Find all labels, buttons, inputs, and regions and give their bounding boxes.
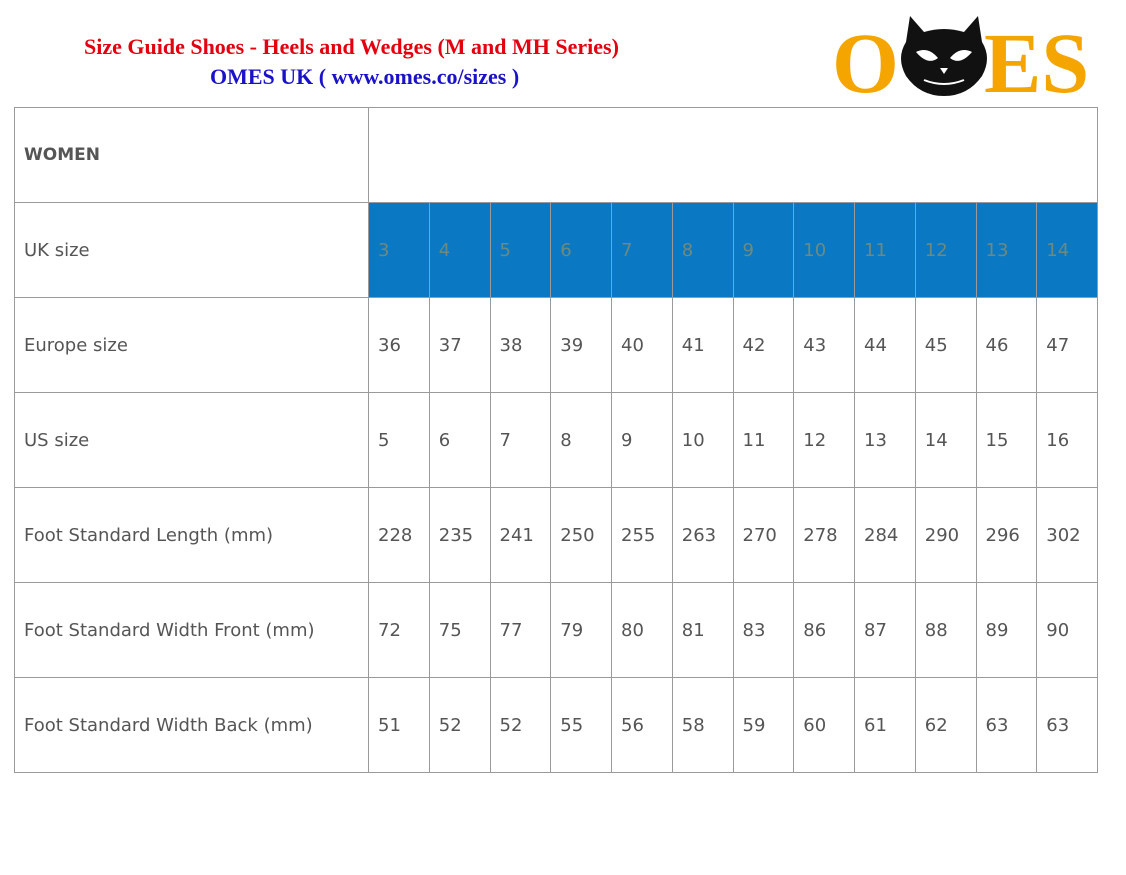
table-cell: 55 [551, 678, 612, 773]
uk-size-cell: 3 [369, 203, 430, 298]
table-cell: 86 [794, 583, 855, 678]
table-cell: 40 [612, 298, 673, 393]
size-guide-table [14, 107, 1098, 773]
table-cell: 7 [490, 393, 551, 488]
uk-size-cell: 11 [855, 203, 916, 298]
uk-size-cell: 5 [490, 203, 551, 298]
table-cell: 270 [733, 488, 794, 583]
table-cell: 58 [672, 678, 733, 773]
table-cell: 72 [369, 583, 430, 678]
table-cell: 8 [551, 393, 612, 488]
uk-size-cell: 14 [1037, 203, 1098, 298]
table-cell: 14 [915, 393, 976, 488]
table-row [15, 298, 1098, 393]
uk-size-cell: 8 [672, 203, 733, 298]
table-cell: 62 [915, 678, 976, 773]
table-cell: 235 [429, 488, 490, 583]
logo-letter-o: O [832, 15, 899, 100]
table-cell: 290 [915, 488, 976, 583]
section-header-empty-cell [369, 108, 1098, 203]
table-row [15, 393, 1098, 488]
table-row [15, 678, 1098, 773]
omes-logo [832, 8, 1104, 100]
table-cell: 60 [794, 678, 855, 773]
table-cell: 59 [733, 678, 794, 773]
section-label-women: WOMEN [15, 108, 369, 203]
table-cell: 81 [672, 583, 733, 678]
table-cell: 241 [490, 488, 551, 583]
table-cell: 90 [1037, 583, 1098, 678]
table-cell: 83 [733, 583, 794, 678]
table-cell: 79 [551, 583, 612, 678]
table-cell: 80 [612, 583, 673, 678]
table-cell: 41 [672, 298, 733, 393]
table-cell: 36 [369, 298, 430, 393]
row-label: Europe size [15, 298, 369, 393]
table-cell: 15 [976, 393, 1037, 488]
table-row [15, 488, 1098, 583]
table-cell: 255 [612, 488, 673, 583]
row-label: Foot Standard Width Front (mm) [15, 583, 369, 678]
table-cell: 51 [369, 678, 430, 773]
table-cell: 12 [794, 393, 855, 488]
table-cell: 42 [733, 298, 794, 393]
row-label: Foot Standard Width Back (mm) [15, 678, 369, 773]
uk-size-cell: 12 [915, 203, 976, 298]
table-row [15, 583, 1098, 678]
uk-size-cell: 10 [794, 203, 855, 298]
cat-face-icon [901, 16, 987, 96]
table-cell: 13 [855, 393, 916, 488]
uk-size-cell: 7 [612, 203, 673, 298]
table-cell: 284 [855, 488, 916, 583]
table-cell: 89 [976, 583, 1037, 678]
table-cell: 263 [672, 488, 733, 583]
row-label: UK size [15, 203, 369, 298]
table-cell: 10 [672, 393, 733, 488]
table-cell: 88 [915, 583, 976, 678]
table-cell: 47 [1037, 298, 1098, 393]
table-cell: 44 [855, 298, 916, 393]
table-cell: 16 [1037, 393, 1098, 488]
logo-letters-es: ES [984, 15, 1090, 100]
table-cell: 87 [855, 583, 916, 678]
table-cell: 228 [369, 488, 430, 583]
table-cell: 9 [612, 393, 673, 488]
row-label: US size [15, 393, 369, 488]
table-cell: 45 [915, 298, 976, 393]
uk-size-cell: 13 [976, 203, 1037, 298]
table-cell: 6 [429, 393, 490, 488]
row-label: Foot Standard Length (mm) [15, 488, 369, 583]
table-cell: 302 [1037, 488, 1098, 583]
table-cell: 63 [1037, 678, 1098, 773]
table-cell: 11 [733, 393, 794, 488]
uk-size-cell: 6 [551, 203, 612, 298]
table-cell: 37 [429, 298, 490, 393]
uk-size-cell: 4 [429, 203, 490, 298]
table-row-women [15, 108, 1098, 203]
table-row [15, 203, 1098, 298]
table-cell: 39 [551, 298, 612, 393]
table-cell: 5 [369, 393, 430, 488]
page-subtitle: OMES UK ( www.omes.co/sizes ) [210, 64, 520, 89]
table-cell: 75 [429, 583, 490, 678]
table-cell: 296 [976, 488, 1037, 583]
table-cell: 38 [490, 298, 551, 393]
table-cell: 46 [976, 298, 1037, 393]
table-cell: 77 [490, 583, 551, 678]
table-cell: 43 [794, 298, 855, 393]
table-cell: 250 [551, 488, 612, 583]
table-cell: 52 [490, 678, 551, 773]
page-title: Size Guide Shoes - Heels and Wedges (M and MH Series) [84, 34, 619, 59]
table-cell: 56 [612, 678, 673, 773]
table-cell: 63 [976, 678, 1037, 773]
table-cell: 61 [855, 678, 916, 773]
table-cell: 278 [794, 488, 855, 583]
table-cell: 52 [429, 678, 490, 773]
uk-size-cell: 9 [733, 203, 794, 298]
